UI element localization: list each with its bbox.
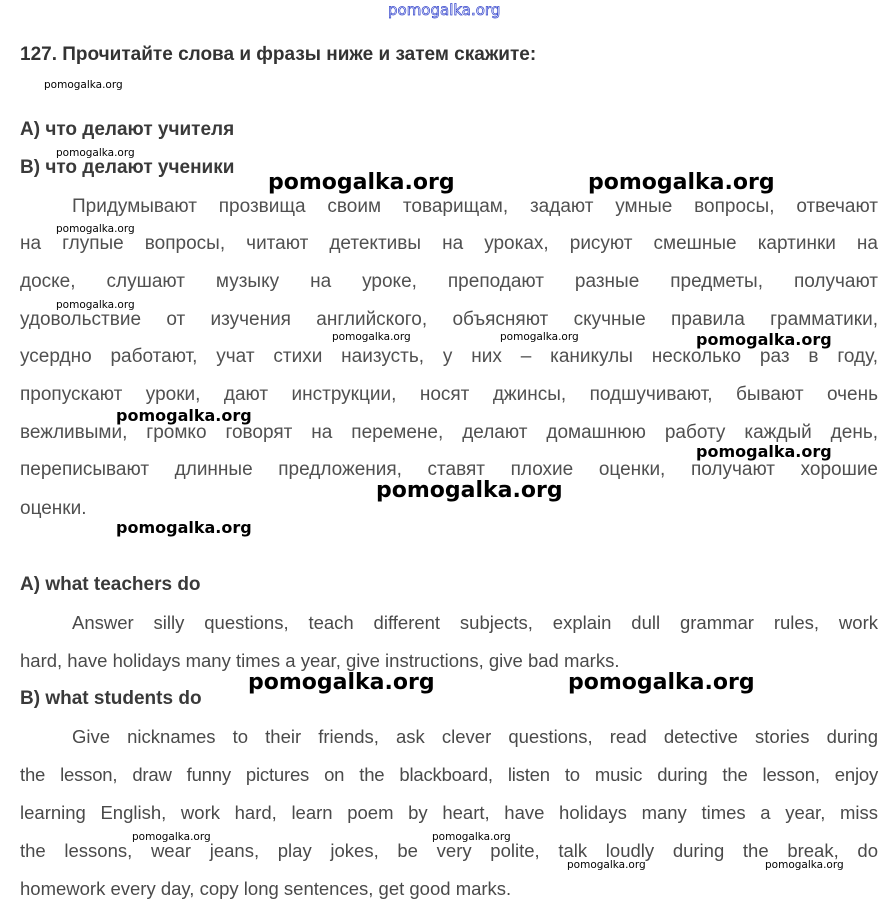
ru-line: оценки. [20,498,87,519]
exercise-title: 127. Прочитайте слова и фразы ниже и затем скажите: [20,44,537,65]
watermark: pomogalka.org [56,223,135,235]
watermark: pomogalka.org [567,859,646,871]
ru-line: вежливыми, громко говорят на перемене, делают домашнюю работу каждый день, [20,422,878,443]
ru-line: усердно работают, учат стихи наизусть, у них – каникулы несколько раз в году, [20,346,878,367]
watermark: pomogalka.org [268,170,455,195]
watermark: pomogalka.org [56,299,135,311]
watermark: pomogalka.org [568,670,755,695]
ru-line: Придумывают прозвища своим товарищам, задают умные вопросы, отвечают [72,196,878,217]
en-heading-b: B) what students do [20,688,202,709]
watermark: pomogalka.org [332,331,411,343]
watermark: pomogalka.org [765,859,844,871]
ru-line: удовольствие от изучения английского, объясняют скучные правила грамматики, [20,309,878,330]
ru-line: переписывают длинные предложения, ставят плохие оценки, получают хорошие [20,459,878,480]
en-line: homework every day, copy long sentences, get good marks. [20,878,512,899]
watermark: pomogalka.org [588,170,775,195]
ru-line: доске, слушают музыку на уроке, преподают разные предметы, получают [20,271,878,292]
en-line: learning English, work hard, learn poem by heart, have holidays many times a year, miss [20,802,878,823]
en-heading-a: A) what teachers do [20,574,201,595]
watermark: pomogalka.org [376,478,563,503]
ru-line: на глупые вопросы, читают детективы на уроках, рисуют смешные картинки на [20,233,878,254]
en-line: hard, have holidays many times a year, give instructions, give bad marks. [20,650,620,671]
watermark: pomogalka.org [44,79,123,91]
watermark: pomogalka.org [500,331,579,343]
en-line: the lessons, wear jeans, play jokes, be very polite, talk loudly during the break, do [20,840,878,861]
watermark: pomogalka.org [432,831,511,843]
ru-heading-b: В) что делают ученики [20,157,235,178]
en-line: Answer silly questions, teach different subjects, explain dull grammar rules, work [72,612,878,633]
watermark: pomogalka.org [132,831,211,843]
watermark: pomogalka.org [696,330,832,349]
watermark: pomogalka.org [248,670,435,695]
watermark: pomogalka.org [56,147,135,159]
watermark: pomogalka.org [116,406,252,425]
ru-heading-a: А) что делают учителя [20,119,235,140]
en-line: the lesson, draw funny pictures on the blackboard, listen to music during the lesson, enjoy [20,764,878,785]
watermark-top: pomogalka.org [388,1,501,19]
watermark: pomogalka.org [696,442,832,461]
ru-line: пропускают уроки, дают инструкции, носят джинсы, подшучивают, бывают очень [20,384,878,405]
watermark: pomogalka.org [116,518,252,537]
en-line: Give nicknames to their friends, ask clever questions, read detective stories during [72,726,878,747]
